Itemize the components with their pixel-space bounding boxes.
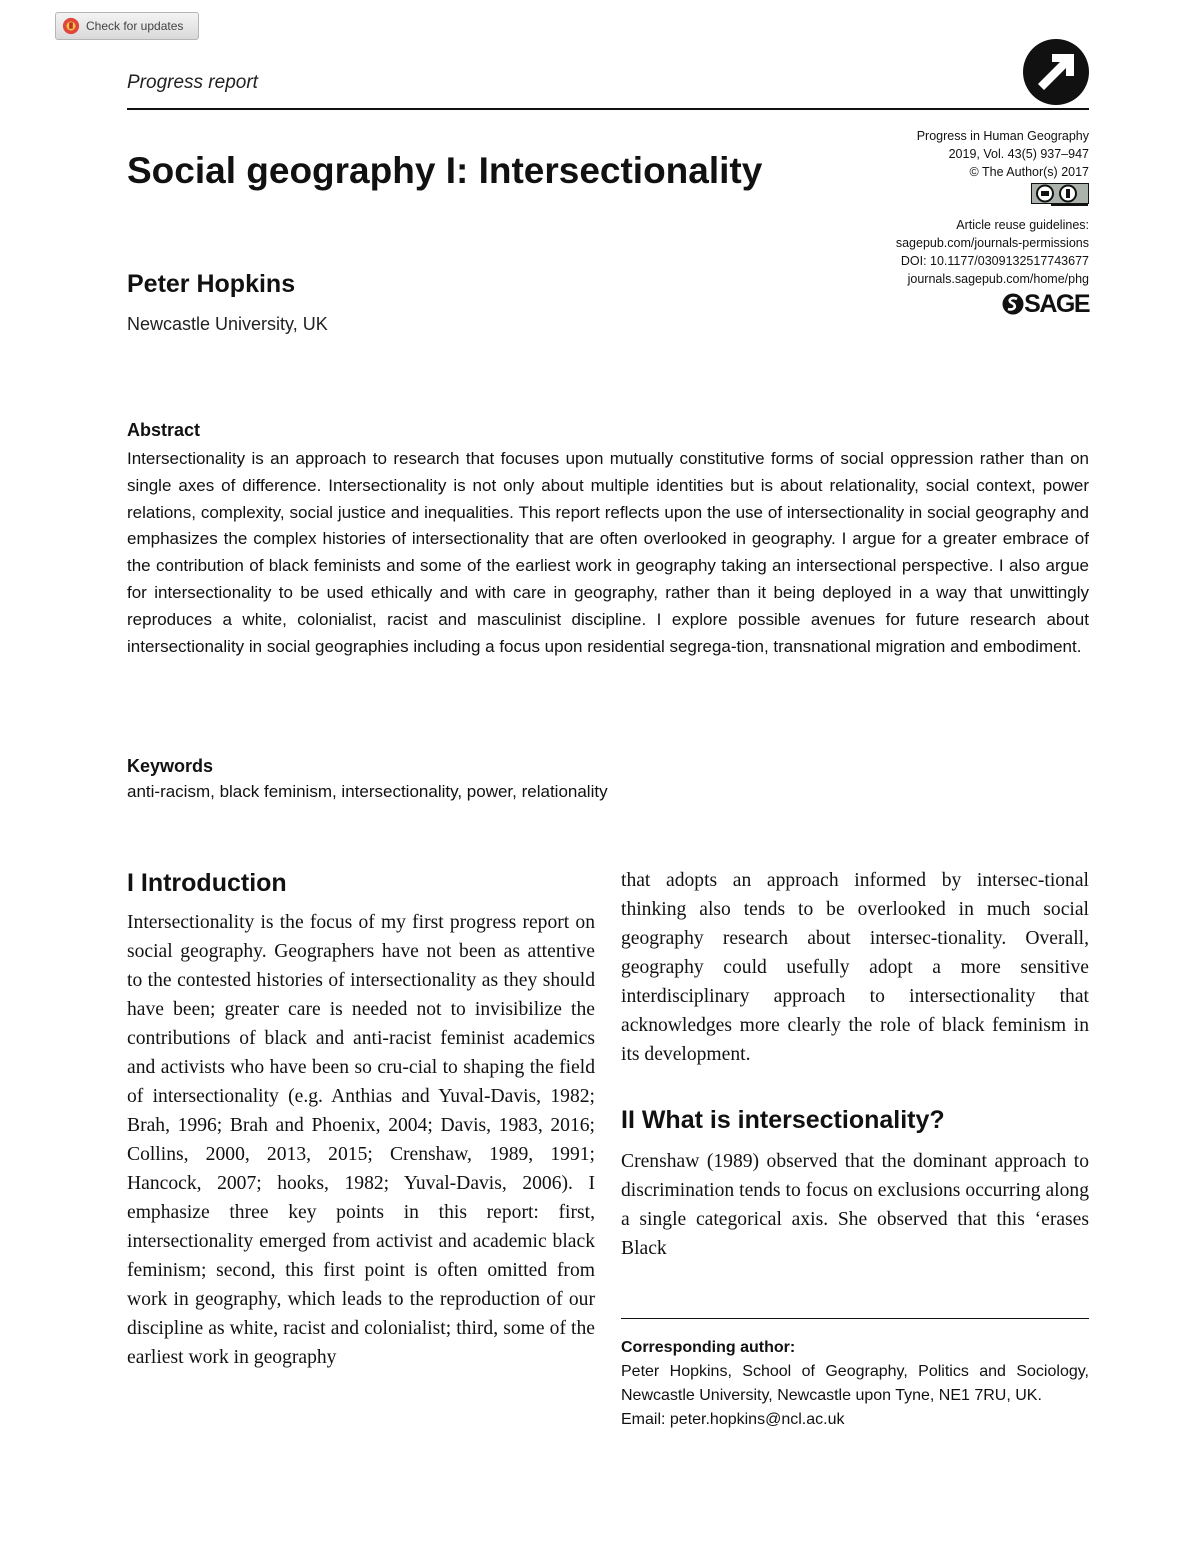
abstract-heading: Abstract — [127, 420, 201, 440]
corresponding-author-footnote — [621, 1336, 1089, 1432]
cc-by-icon — [1031, 183, 1089, 207]
journal-url[interactable]: journals.sagepub.com/home/phg — [907, 272, 1089, 286]
author-name: Peter Hopkins — [127, 270, 296, 298]
journal-info — [829, 127, 1089, 321]
check-updates-icon — [62, 17, 80, 35]
keywords-heading: Keywords — [127, 756, 214, 776]
journal-name: Progress in Human Geography — [916, 129, 1089, 143]
right-column — [621, 866, 1089, 1263]
footnote-rule — [621, 1318, 1089, 1319]
keywords-text: anti-racism, black feminism, intersectionality, power, relationality — [127, 782, 608, 801]
abstract-text: Intersectionality is an approach to research that focuses upon mutually constitutive forms of social oppression rather than on single axes of difference. Intersectionality is not only about multiple identities but is about relationality, social context, power relations, complexity, social justice and inequalities. This report reflects upon the use of intersectionality in social geography and emphasizes the complex histories of intersectionality that are often overlooked in geography. I argue for a greater embrace of the contribution of black feminists and some of the earliest work in geography taking an intersectional perspective. I also argue for intersectionality to be used ethically and with care in geography, rather than it being deployed in a way that unwittingly reproduces a white, colonialist, racist and masculinist discipline. I explore possible avenues for future research about intersectionality in social geographies including a focus upon residential segrega-tion, transnational migration and embodiment. — [127, 449, 1089, 656]
what-is-intersectionality-heading: II What is intersectionality? — [621, 1106, 945, 1134]
doi[interactable]: DOI: 10.1177/0309132517743677 — [900, 254, 1089, 268]
introduction-heading: I Introduction — [127, 869, 287, 897]
introduction-continued-text: that adopts an approach informed by intersec-tional thinking also tends to be overlooked in much social geography research about intersec-tionality. Overall, geography could usefully adopt a more sensitive interdisciplinary approach to intersectionality that acknowledges more clearly the role of black feminism in its development. — [621, 870, 1089, 1065]
running-head: Progress report — [127, 72, 258, 93]
introduction-text: Intersectionality is the focus of my first progress report on social geography. Geographers have not been as attentive to the contested histories of intersectionality as they should have been; greater care is needed not to invisibilize the contributions of black and anti-racist feminist academics and activists who have been so cru-cial to shaping the field of intersectionality (e.g. Anthias and Yuval-Davis, 1982; Brah, 1996; Brah and Phoenix, 2004; Davis, 1983, 2016; Collins, 2000, 2013, 2015; Crenshaw, 1989, 1991; Hancock, 2007; hooks, 1982; Yuval-Davis, 2006). I emphasize three key points in this report: first, intersectionality emerged from activist and academic black feminism; second, this first point is often omitted from work in geography, which leads to the reproduction of our discipline as white, racist and colonialist; third, some of the earliest work in geography — [127, 912, 595, 1368]
article-title: Social geography I: Intersectionality — [127, 150, 763, 191]
author-affiliation: Newcastle University, UK — [127, 314, 328, 334]
corresponding-author-address: Peter Hopkins, School of Geography, Politics and Sociology, Newcastle University, Newcastle upon Tyne, NE1 7RU, UK. — [621, 1363, 1089, 1404]
journal-volume: 2019, Vol. 43(5) 937–947 — [948, 147, 1089, 161]
journal-copyright: © The Author(s) 2017 — [969, 165, 1089, 179]
check-for-updates-label: Check for updates — [86, 19, 184, 33]
check-for-updates-button[interactable] — [55, 12, 199, 40]
journal-arrow-logo-icon — [1022, 38, 1090, 106]
header-rule — [127, 108, 1089, 110]
corresponding-author-label: Corresponding author: — [621, 1339, 796, 1356]
sage-logo — [1002, 292, 1089, 316]
sage-logo-text: SAGE — [1024, 290, 1089, 318]
reuse-guidelines-label: Article reuse guidelines: — [956, 218, 1089, 232]
corresponding-author-email[interactable]: Email: peter.hopkins@ncl.ac.uk — [621, 1411, 845, 1428]
reuse-guidelines-link[interactable]: sagepub.com/journals-permissions — [895, 236, 1089, 250]
sage-s-icon — [1002, 292, 1024, 316]
what-is-intersectionality-text: Crenshaw (1989) observed that the dominant approach to discrimination tends to focus on exclusions occurring along a single categorical axis. She observed that this ‘erases Black — [621, 1151, 1089, 1259]
left-column — [127, 866, 595, 1372]
